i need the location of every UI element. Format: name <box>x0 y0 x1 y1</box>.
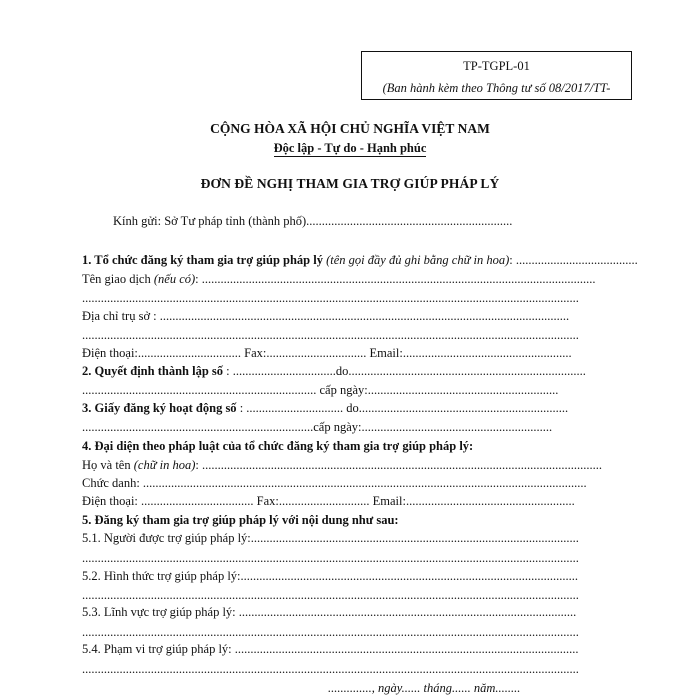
item-5-3-line: 5.3. Lĩnh vực trợ giúp pháp lý: ............................................................................................................ <box>82 605 577 619</box>
item-5-4-line: 5.4. Phạm vi trợ giúp pháp lý: .............................................................................................................. <box>82 642 579 656</box>
form-code-box <box>361 51 632 100</box>
section-2-tail: : .................................do............................................................................ <box>223 364 586 378</box>
item-5-2-line: 5.2. Hình thức trợ giúp pháp lý:............................................................................................................ <box>82 569 579 583</box>
section-3-line <box>82 400 586 416</box>
blank-line: ............................................................................................................................................................... <box>82 588 579 602</box>
blank-line: ............................................................................................................................................................... <box>82 662 579 676</box>
trade-name-note: (nếu có) <box>153 272 196 286</box>
blank-line: ............................................................................................................................................................... <box>82 625 579 639</box>
section-3-heading: 3. Giấy đăng ký hoạt động số <box>82 401 237 415</box>
representative-name-label: Họ và tên <box>82 458 134 472</box>
section-3-tail: : ............................... do................................................................... <box>236 401 569 415</box>
trade-name-tail: : .............................................................................................................................. <box>195 272 596 286</box>
position-line: Chức danh: .............................................................................................................................................. <box>82 476 587 490</box>
representative-name-tail: : ................................................................................................................................ <box>195 458 603 472</box>
section-5-heading: 5. Đăng ký tham gia trợ giúp pháp lý với nội dung như sau: <box>82 513 399 527</box>
section-2-heading: 2. Quyết định thành lập số <box>82 364 224 378</box>
address-line: Địa chỉ trụ sở : ................................................................................................................................... <box>82 309 570 323</box>
section-1-note: (tên gọi đầy đủ ghi bằng chữ in hoa) <box>322 253 510 267</box>
salutation-line: Kính gửi: Sở Tư pháp tỉnh (thành phố).................................................................. <box>113 214 513 228</box>
org-contact-line: Điện thoại:................................. Fax:................................ Email:...................................................... <box>82 346 572 360</box>
blank-line: ............................................................................................................................................................... <box>82 551 579 565</box>
motto-text: Độc lập - Tự do - Hạnh phúc <box>273 141 427 155</box>
motto <box>0 141 700 156</box>
representative-name-note: (chữ in hoa) <box>133 458 196 472</box>
trade-name-label: Tên giao dịch <box>82 272 154 286</box>
form-code: TP-TGPL-01 <box>463 59 530 73</box>
section-3-date-line: ..........................................................................cấp ngày:............................................................. <box>82 420 553 434</box>
section-1-heading-line <box>82 252 638 268</box>
document-title: ĐƠN ĐỀ NGHỊ THAM GIA TRỢ GIÚP PHÁP LÝ <box>200 176 500 191</box>
trade-name-line <box>82 271 596 287</box>
representative-name-line <box>82 457 603 473</box>
blank-line: ............................................................................................................................................................... <box>82 328 579 342</box>
representative-contact-line: Điện thoại: .................................... Fax:............................. Email:...................................................... <box>82 494 575 508</box>
item-5-1-line: 5.1. Người được trợ giúp pháp lý:......................................................................................................... <box>82 531 579 545</box>
issued-note: (Ban hành kèm theo Thông tư số 08/2017/TT- <box>382 81 611 95</box>
country-name: CỘNG HÒA XÃ HỘI CHỦ NGHĨA VIỆT NAM <box>210 121 490 136</box>
section-1-heading: 1. Tổ chức đăng ký tham gia trợ giúp pháp lý <box>82 253 323 267</box>
section-2-line <box>82 363 586 379</box>
blank-line: ............................................................................................................................................................... <box>82 291 579 305</box>
section-1-tail: : ....................................... <box>509 253 638 267</box>
section-4-heading: 4. Đại diện theo pháp luật của tổ chức đăng ký tham gia trợ giúp pháp lý: <box>82 439 474 453</box>
signature-date-line: .............., ngày...... tháng...... năm........ <box>328 681 521 695</box>
section-2-date-line: ........................................................................... cấp ngày:............................................................. <box>82 383 559 397</box>
